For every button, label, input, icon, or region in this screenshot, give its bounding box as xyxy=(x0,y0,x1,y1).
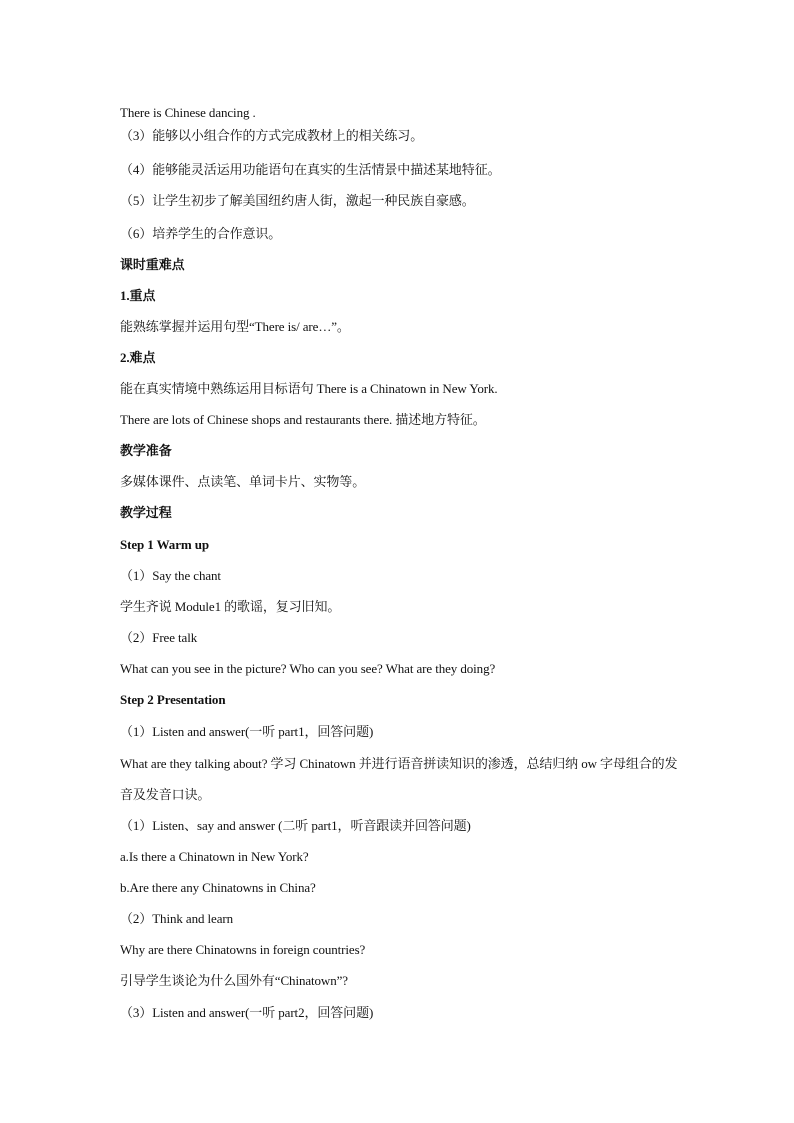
text-paragraph: What are they talking about? 学习 Chinatown 并进行语音拼读知识的渗透，总结归纳 ow 字母组合的发音及发音口诀。 xyxy=(120,756,678,802)
section-heading: 课时重难点 xyxy=(120,257,185,272)
text-line: There is Chinese dancing . xyxy=(120,105,256,120)
subsection-heading: 1.重点 xyxy=(120,288,156,303)
text-line: （2）Think and learn xyxy=(120,911,234,926)
text-line: （1）Listen、say and answer (二听 part1，听音跟读并回答问题) xyxy=(120,818,471,833)
text-line: There are lots of Chinese shops and restaurants there. 描述地方特征。 xyxy=(120,412,486,427)
text-line: （6）培养学生的合作意识。 xyxy=(120,226,282,241)
text-line: 学生齐说 Module1 的歌谣，复习旧知。 xyxy=(120,599,341,614)
section-heading: 教学准备 xyxy=(120,443,172,458)
text-line: a.Is there a Chinatown in New York? xyxy=(120,849,309,864)
text-line: （5）让学生初步了解美国纽约唐人街，激起一种民族自豪感。 xyxy=(120,193,475,208)
text-line: What can you see in the picture? Who can you see? What are they doing? xyxy=(120,661,496,676)
text-line: 能在真实情境中熟练运用目标语句 There is a Chinatown in New York. xyxy=(120,381,498,396)
section-heading: 教学过程 xyxy=(120,505,172,520)
step-heading: Step 1 Warm up xyxy=(120,537,210,552)
text-line: （3）Listen and answer(一听 part2，回答问题) xyxy=(120,1005,374,1020)
text-line: （4）能够能灵活运用功能语句在真实的生活情景中描述某地特征。 xyxy=(120,162,501,177)
text-line: 多媒体课件、点读笔、单词卡片、实物等。 xyxy=(120,474,366,489)
text-line: （3）能够以小组合作的方式完成教材上的相关练习。 xyxy=(120,128,424,143)
text-line: Why are there Chinatowns in foreign countries? xyxy=(120,942,366,957)
text-line: 能熟练掌握并运用句型“There is/ are…”。 xyxy=(120,319,350,334)
step-heading: Step 2 Presentation xyxy=(120,692,226,707)
text-line: （2）Free talk xyxy=(120,630,198,645)
text-line: （1）Listen and answer(一听 part1，回答问题) xyxy=(120,724,374,739)
text-line: 引导学生谈论为什么国外有“Chinatown”? xyxy=(120,973,348,988)
text-line: b.Are there any Chinatowns in China? xyxy=(120,880,316,895)
subsection-heading: 2.难点 xyxy=(120,350,156,365)
text-line: （1）Say the chant xyxy=(120,568,221,583)
